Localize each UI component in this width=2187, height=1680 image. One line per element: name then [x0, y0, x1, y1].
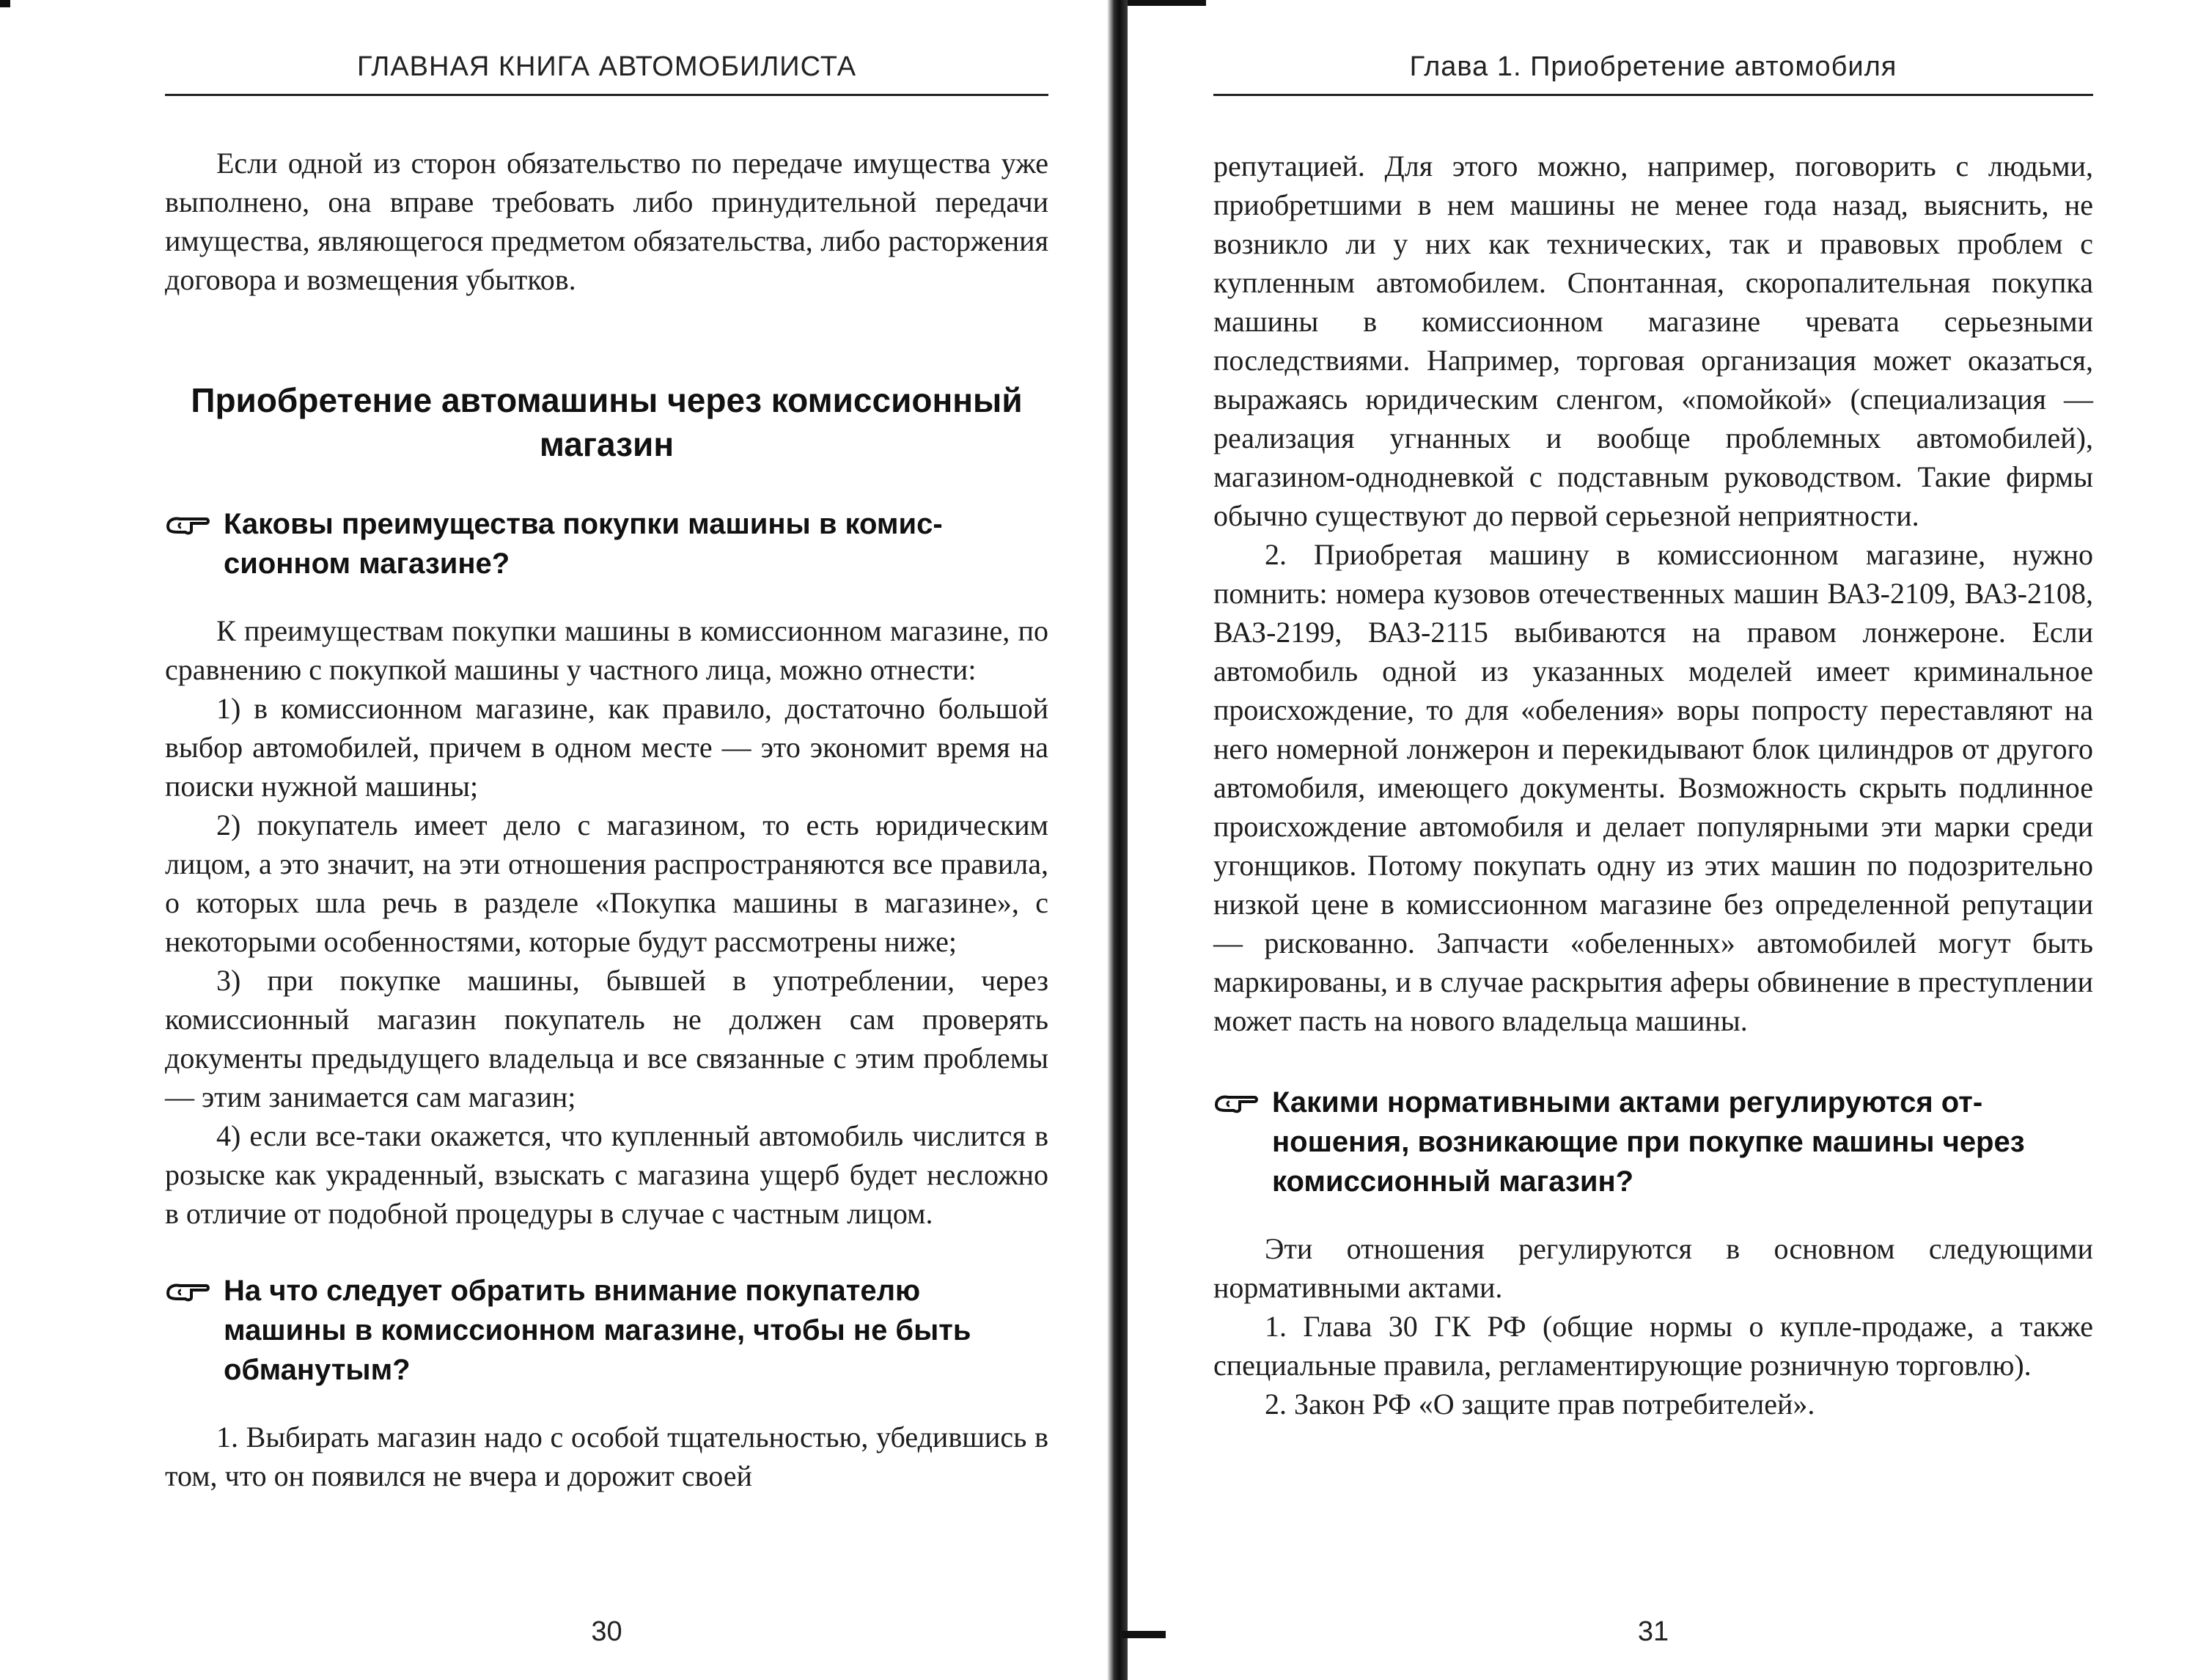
book-binding-shadow	[1107, 0, 1128, 1680]
right-page	[1213, 0, 2093, 1680]
page-body	[165, 144, 1048, 1495]
page-number: 30	[591, 1616, 622, 1647]
question-answer-intro: К преимуществам покупки машины в комиссионном магазине, по сравнению с покупкой машины у частного лица, можно отнести:	[165, 614, 1048, 686]
intro-paragraph: Если одной из сторон обязательство по передаче имущества уже выполнено, она вправе требовать либо принудительной передачи имущества, являющегося предметом обязательства, либо расторжения договора и возмещения убытков.	[165, 147, 1048, 296]
question-heading	[165, 504, 1048, 583]
binding-foot-mark	[1122, 1631, 1166, 1638]
header-rule	[1213, 94, 2093, 96]
question-text: На что следует обратить внимание покупателю машины в комиссионном магазине, чтобы не быть обманутым?	[224, 1275, 971, 1386]
question-text: Каковы преимущества покупки машины в комиссионном магазине?	[224, 508, 943, 580]
scan-corner-mark	[0, 0, 10, 7]
pointing-hand-icon	[165, 1278, 210, 1303]
list-item: 1) в комиссионном магазине, как правило, достаточно большой выбор автомобилей, причем в одном месте — это экономит время на поиски нужной машины;	[165, 692, 1048, 803]
section-title: Приобретение автомашины через комиссионный магазин	[191, 381, 1023, 463]
list-item: 4) если все-таки окажется, что купленный автомобиль числится в розыске как украденный, взыскать с магазина ущерб будет несложно в отличие от подобной процедуры в случае с частным лицом.	[165, 1119, 1048, 1230]
running-head: Глава 1. Приобретение автомобиля	[1409, 51, 1897, 82]
question-heading	[165, 1271, 1048, 1390]
question-heading	[1213, 1083, 2093, 1201]
question-text: Какими нормативными актами регулируются отношения, возникающие при покупке машины через комиссионный магазин?	[1272, 1086, 2025, 1198]
binding-top-mark	[1118, 0, 1206, 6]
page-number: 31	[1637, 1616, 1669, 1647]
answer-paragraph: 2. Приобретая машину в комиссионном магазине, нужно помнить: номера кузовов отечественных машин ВАЗ-2109, ВАЗ-2108, ВАЗ-2199, ВАЗ-2115 выбиваются на правом лонжероне. Если автомобиль одной из указанных моделей имеет криминальное происхождение, то для «обеления» воры попросту переставляют на него номерной лонжерон и перекидывают блок цилиндров от другого автомобиля, имеющего документы. Возможность скрыть подлинное происхождение автомобиля и делает популярными эти марки среди угонщиков. Потому покупать одну из этих машин по подозрительно низкой цене в комиссионном магазине без определенной репутации — рискованно. Запчасти «обеленных» автомобилей могут быть маркированы, и в случае раскрытия аферы обвинение в преступлении может пасть на нового владельца машины.	[1213, 538, 2093, 1037]
list-item: 2) покупатель имеет дело с магазином, то есть юридическим лицом, а это значит, на эти отношения распространяются все правила, о которых шла речь в разделе «Покупка машины в магазине», с некоторыми особенностями, которые будут рассмотрены ниже;	[165, 808, 1048, 958]
list-item: 3) при покупке машины, бывшей в употреблении, через комиссионный магазин покупатель не должен сам проверять документы предыдущего владельца и все связанные с этим проблемы — этим занимается сам магазин;	[165, 964, 1048, 1113]
pointing-hand-icon	[165, 512, 210, 537]
answer-paragraph: 1. Выбирать магазин надо с особой тщательностью, убедившись в том, что он появился не вчера и дорожит своей	[165, 1421, 1048, 1492]
continuation-paragraph: репутацией. Для этого можно, например, поговорить с людьми, приобретшими в нем машины не менее года назад, выяснить, не возникло ли у них как технических, так и правовых проблем с купленным автомобилем. Спонтанная, скоропалительная покупка машины в комиссионном магазине чревата серьезными последствиями. Например, торговая организация может оказаться, выражаясь юридическим сленгом, «помойкой» (специализация — реализация угнанных и вообще проблемных автомобилей), магазином-однодневкой с подставным руководством. Такие фирмы обычно существуют до первой серьезной неприятности.	[1213, 150, 2093, 532]
running-head: ГЛАВНАЯ КНИГА АВТОМОБИЛИСТА	[356, 51, 857, 82]
question-answer-intro: Эти отношения регулируются в основном следующими нормативными актами.	[1213, 1232, 2093, 1304]
left-page	[165, 0, 1048, 1680]
header-rule	[165, 94, 1048, 96]
page-body	[1213, 147, 2093, 1423]
pointing-hand-icon	[1213, 1090, 1259, 1115]
list-item: 1. Глава 30 ГК РФ (общие нормы о купле-продаже, а также специальные правила, регламентирующие розничную торговлю).	[1213, 1310, 2093, 1382]
list-item: 2. Закон РФ «О защите прав потребителей».	[1265, 1388, 1815, 1421]
